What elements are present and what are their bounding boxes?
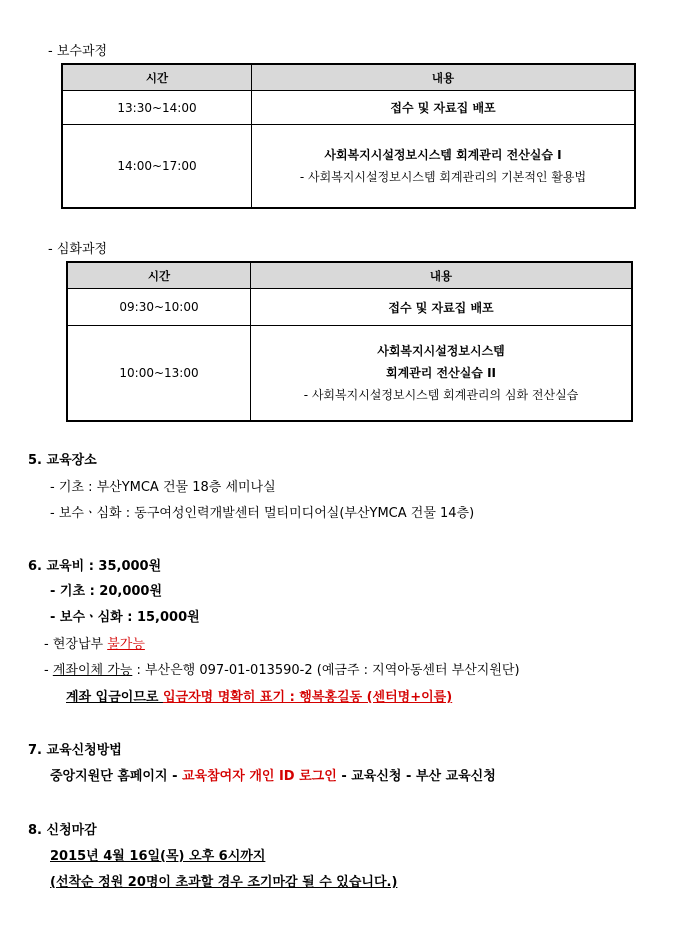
content-detail: - 사회복지시설정보시스템 회계관리의 심화 전산실습 — [303, 387, 579, 402]
fee-basic: - 기초 : 20,000원 — [50, 584, 163, 599]
bank-transfer: - 계좌이체 가능 : 부산은행 097-01-013590-2 (예금주 : 지역아동센터 부산지원단) — [44, 663, 520, 678]
content-detail: - 사회복지시설정보시스템 회계관리의 기본적인 활용법 — [299, 169, 587, 184]
time-cell: 13:30~14:00 — [62, 91, 252, 125]
section-6-title: 6. 교육비 : 35,000원 — [28, 559, 162, 574]
transfer-available: 계좌이체 가능 — [52, 663, 133, 678]
section-7-title: 7. 교육신청방법 — [28, 743, 122, 758]
content-cell: 접수 및 자료집 배포 — [251, 289, 633, 326]
section-8-title: 8. 신청마감 — [28, 823, 97, 838]
content-cell: 접수 및 자료집 배포 — [252, 91, 636, 125]
content-cell — [252, 125, 636, 208]
content-cell — [251, 326, 633, 421]
fee-advanced: - 보수ㆍ심화 : 15,000원 — [50, 610, 200, 625]
table-row — [67, 289, 632, 326]
onsite-payment: - 현장납부 불가능 — [44, 637, 145, 652]
time-cell: 10:00~13:00 — [67, 326, 251, 421]
table-row — [62, 91, 635, 125]
col-time-header: 시간 — [67, 262, 251, 289]
login-step: 교육참여자 개인 ID 로그인 — [182, 769, 337, 784]
apply-method: 중앙지원단 홈페이지 - 교육참여자 개인 ID 로그인 - 교육신청 - 부산 교육신청 — [50, 769, 496, 784]
col-content-header: 내용 — [252, 64, 636, 91]
time-cell: 14:00~17:00 — [62, 125, 252, 208]
content-title: 사회복지시설정보시스템 회계관리 전산실습 I — [324, 147, 562, 162]
content-subtitle: 회계관리 전산실습 II — [385, 365, 497, 380]
col-time-header: 시간 — [62, 64, 252, 91]
col-content-header: 내용 — [251, 262, 633, 289]
table-row — [67, 326, 632, 421]
simhwa-heading: - 심화과정 — [48, 242, 108, 257]
depositor-name-rule: 입금자명 명확히 표기 : 행복홍길동 (센터명+이름) — [162, 690, 453, 705]
deadline-note: (선착순 정원 20명이 초과할 경우 조기마감 될 수 있습니다.) — [50, 875, 398, 890]
deposit-notice: 계좌 입금이므로 입금자명 명확히 표기 : 행복홍길동 (센터명+이름) — [66, 690, 453, 705]
bosu-schedule-table — [61, 63, 636, 209]
time-cell: 09:30~10:00 — [67, 289, 251, 326]
simhwa-schedule-table — [66, 261, 633, 422]
section-5-title: 5. 교육장소 — [28, 453, 97, 468]
location-advanced: - 보수ㆍ심화 : 동구여성인력개발센터 멀티미디어실(부산YMCA 건물 14층) — [50, 506, 475, 521]
table-row — [62, 125, 635, 208]
bosu-heading: - 보수과정 — [48, 44, 108, 59]
deadline-date: 2015년 4월 16일(목) 오후 6시까지 — [50, 849, 266, 864]
location-basic: - 기초 : 부산YMCA 건물 18층 세미나실 — [50, 480, 276, 495]
onsite-unavailable: 불가능 — [107, 637, 145, 652]
content-title: 사회복지시설정보시스템 — [377, 343, 505, 358]
